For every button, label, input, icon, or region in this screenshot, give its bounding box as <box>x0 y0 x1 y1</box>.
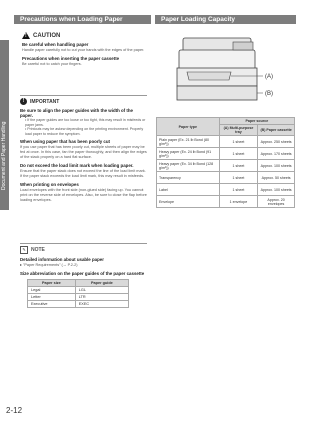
link-arrow-icon: ▸ " <box>20 263 25 267</box>
caution-label: CAUTION <box>33 32 61 39</box>
table-cell: Approx. 100 sheets <box>258 160 295 172</box>
table-cell: Plain paper (Ex. 21 lb Bond (80 g/m²)) <box>157 136 220 148</box>
table-cell: Heavy paper (Ex. 34 lb Bond (128 g/m²)) <box>157 160 220 172</box>
table-cell: 1 sheet <box>219 148 258 160</box>
table-row <box>157 136 295 148</box>
printer-top <box>179 50 255 70</box>
table-row <box>157 172 295 184</box>
paper-capacity-table <box>156 117 295 208</box>
table-header: Paper size <box>28 280 76 287</box>
note-link-text[interactable]: Paper Requirements" (→ P.2-2) <box>24 263 78 267</box>
caution-box <box>22 32 147 67</box>
important-text-4: Load envelopes with the front side (non-glued side) facing up. You cannot print on the reverse side of envelopes. Also, be sure to close the flap before loading envelopes. <box>20 188 147 203</box>
table-cell: Heavy paper (Ex. 24 lb Bond (91 g/m²)) <box>157 148 220 160</box>
important-label: IMPORTANT <box>30 98 60 105</box>
note-label: NOTE <box>31 247 45 253</box>
table-cell: Letter <box>28 294 76 301</box>
table-row <box>157 196 295 208</box>
note-heading-1: Detailed information about usable paper <box>20 257 104 262</box>
section-header-capacity: Paper Loading Capacity <box>155 15 296 24</box>
table-row <box>28 287 129 294</box>
chapter-side-tab <box>0 40 9 210</box>
note-link[interactable] <box>20 263 147 268</box>
important-bullet-2: • Printouts may be askew depending on the printing environment. Properly load paper to reduce the symptom. <box>25 127 144 136</box>
table-cell: EXEC <box>75 301 128 308</box>
note-pencil-icon: ✎ <box>20 246 28 254</box>
chapter-label: Document and Paper Handling <box>1 121 7 190</box>
paper-cassette <box>177 86 257 100</box>
table-cell: Approx. 50 sheets <box>258 172 295 184</box>
table-cell: 1 sheet <box>219 136 258 148</box>
section-header-precautions: Precautions when Loading Paper <box>14 15 151 24</box>
important-bullet-1: • If the paper guides are too loose or too tight, this may result in misfeeds or paper jams. <box>25 118 146 127</box>
paper-guide-table <box>27 279 129 308</box>
table-row <box>28 294 129 301</box>
printer-illustration <box>173 30 283 105</box>
table-header-paper-type: Paper type <box>157 118 220 136</box>
table-row <box>28 301 129 308</box>
page-number: 2-12 <box>6 406 23 415</box>
important-heading-2: When using paper that has been poorly cut <box>20 139 111 145</box>
table-header-cassette: (B) Paper cassette <box>258 125 295 136</box>
note-heading-2: Size abbreviation on the paper guides of the paper cassette <box>20 271 145 276</box>
table-row <box>157 160 295 172</box>
caution-heading-1: Be careful when handling paper <box>22 42 89 47</box>
table-cell: Approx. 100 sheets <box>258 184 295 196</box>
table-cell: 1 sheet <box>219 160 258 172</box>
warning-triangle-icon: ! <box>22 32 30 39</box>
table-cell: Legal <box>28 287 76 294</box>
table-cell: LGL <box>75 287 128 294</box>
table-header-paper-source: Paper source <box>219 118 294 125</box>
important-text-2: If you use paper that has been poorly cut, multiple sheets of paper may be fed at once. In this case, fan the paper thoroughly, and then align the edges of the stack properly on a hard flat surface. <box>20 145 147 160</box>
note-box <box>20 243 147 308</box>
table-cell: LTR <box>75 294 128 301</box>
caution-heading-2: Precautions when inserting the paper cassette <box>22 56 120 61</box>
table-row <box>157 184 295 196</box>
control-panel <box>233 42 253 50</box>
table-cell: Executive <box>28 301 76 308</box>
table-cell: 1 sheet <box>219 184 258 196</box>
table-cell: Approx. 20 envelopes <box>258 196 295 208</box>
table-header: Paper guide <box>75 280 128 287</box>
important-text-3: Ensure that the paper stack does not exceed the line of the load limit mark. If the paper stack exceeds the load limit mark, this may result in misfeeds. <box>20 169 146 179</box>
table-cell: Approx. 250 sheets <box>258 136 295 148</box>
caution-text-1: Handle paper carefully not to cut your hands with the edges of the paper. <box>22 48 145 52</box>
table-header-mp-tray: (A) Multi-purpose tray <box>219 125 258 136</box>
bullet-text: Printouts may be askew depending on the printing environment. Properly load paper to reduce the symptom. <box>25 127 144 136</box>
bullet-text: If the paper guides are too loose or too tight, this may result in misfeeds or paper jams. <box>25 118 146 127</box>
important-info-icon: ! <box>20 98 27 105</box>
table-cell: 1 sheet <box>219 172 258 184</box>
important-heading-1: Be sure to align the paper guides with the width of the paper. <box>20 108 133 118</box>
important-heading-4: When printing on envelopes <box>20 182 79 188</box>
table-cell: Transparency <box>157 172 220 184</box>
callout-b: (B) <box>265 91 273 97</box>
table-row <box>157 148 295 160</box>
table-cell: Approx. 170 sheets <box>258 148 295 160</box>
important-heading-3: Do not exceed the load limit mark when loading paper. <box>20 163 134 169</box>
callout-a: (A) <box>265 74 273 80</box>
table-cell: Envelope <box>157 196 220 208</box>
table-cell: 1 envelope <box>219 196 258 208</box>
table-cell: Label <box>157 184 220 196</box>
caution-text-2: Be careful not to catch your fingers. <box>22 62 82 66</box>
important-box <box>20 95 147 203</box>
multipurpose-tray <box>187 72 231 80</box>
